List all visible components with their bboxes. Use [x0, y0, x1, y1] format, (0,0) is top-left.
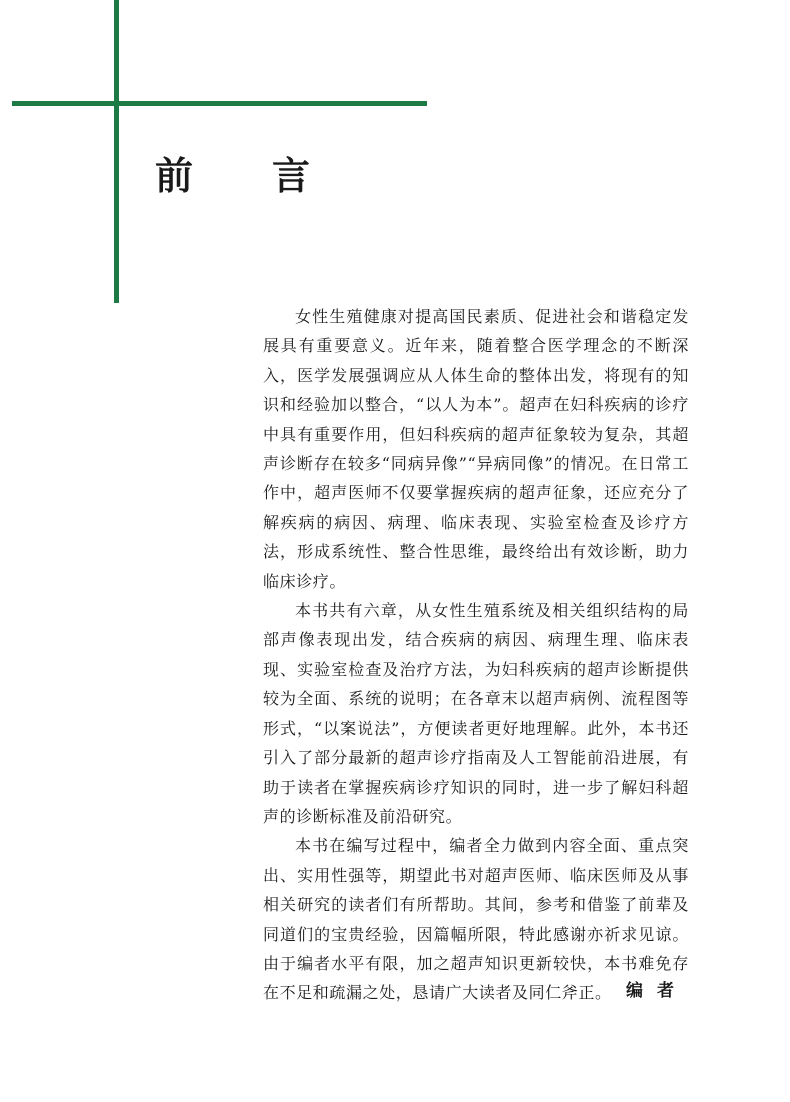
preface-body	[263, 302, 689, 1008]
decorative-horizontal-line	[12, 101, 427, 106]
page-title-char-2: 言	[272, 153, 311, 198]
page-title-char-1: 前	[155, 153, 194, 198]
paragraph-1: 女性生殖健康对提高国民素质、促进社会和谐稳定发展具有重要意义。近年来，随着整合医学理念的不断深入，医学发展强调应从人体生命的整体出发，将现有的知识和经验加以整合，“以人为本”。超声在妇科疾病的诊疗中具有重要作用，但妇科疾病的超声征象较为复杂，其超声诊断存在较多“同病异像”“异病同像”的情况。在日常工作中，超声医师不仅要掌握疾病的超声征象，还应充分了解疾病的病因、病理、临床表现、实验室检查及诊疗方法，形成系统性、整合性思维，最终给出有效诊断，助力临床诊疗。	[263, 307, 689, 591]
signature: 编者	[626, 981, 688, 1001]
page-title	[155, 150, 310, 202]
decorative-vertical-line	[114, 0, 119, 303]
paragraph-3: 本书在编写过程中，编者全力做到内容全面、重点突出、实用性强等，期望此书对超声医师、临床医师及从事相关研究的读者们有所帮助。其间，参考和借鉴了前辈及同道们的宝贵经验，因篇幅所限，特此感谢亦祈求见谅。由于编者水平有限，加之超声知识更新较快，本书难免存在不足和疏漏之处，恳请广大读者及同仁斧正。	[263, 836, 689, 1003]
paragraph-2: 本书共有六章，从女性生殖系统及相关组织结构的局部声像表现出发，结合疾病的病因、病理生理、临床表现、实验室检查及治疗方法，为妇科疾病的超声诊断提供较为全面、系统的说明；在各章末以超声病例、流程图等形式，“以案说法”，方便读者更好地理解。此外，本书还引入了部分最新的超声诊疗指南及人工智能前沿进展，有助于读者在掌握疾病诊疗知识的同时，进一步了解妇科超声的诊断标准及前沿研究。	[263, 601, 689, 826]
